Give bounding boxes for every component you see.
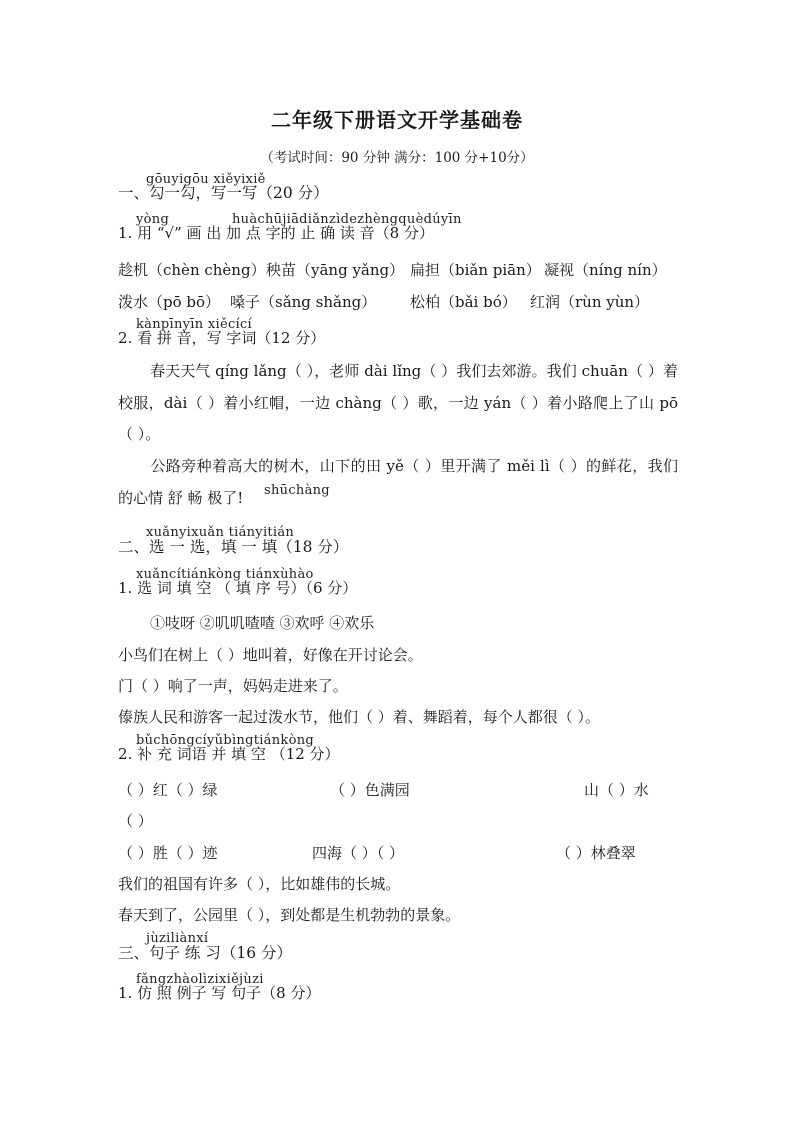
passage-pinyin: shūchàng xyxy=(264,483,330,498)
section2-pinyin: xuǎnyixuǎn tiányitián xyxy=(146,525,295,540)
idiom-blank: 四海（ ）（ ） xyxy=(312,844,405,862)
question-2-2: 2. 补 充 词语 并 填 空 （12 分） xyxy=(118,745,340,763)
reading-choice: 秧苗（yāng yǎng） xyxy=(266,261,405,279)
page-title: 二年级下册语文开学基础卷 xyxy=(271,108,523,132)
section2-heading: 二、选 一 选，填 一 填（18 分） xyxy=(118,538,349,556)
q1-2-pinyin: kànpīnyīn xiěcící xyxy=(136,317,253,332)
question-1-2: 2. 看 拼 音，写 字词（12 分） xyxy=(118,329,326,347)
idiom-blank: （ ） xyxy=(118,812,153,830)
q1-1-pinyin-a: yòng xyxy=(136,212,170,227)
idiom-blank: （ ）胜（ ）迹 xyxy=(118,844,218,862)
reading-choice: 泼水（pō bō） xyxy=(118,293,221,311)
question-3-1: 1. 仿 照 例子 写 句子（8 分） xyxy=(118,984,321,1002)
fill-sentence: 春天到了，公园里（ ），到处都是生机勃勃的景象。 xyxy=(118,906,461,924)
fill-sentence: 门（ ）响了一声，妈妈走进来了。 xyxy=(118,677,348,695)
idiom-blank: 山（ ）水 xyxy=(584,781,649,799)
question-2-1: 1. 选 词 填 空 （ 填 序 号）（6 分） xyxy=(118,579,358,597)
fill-sentence: 傣族人民和游客一起过泼水节，他们（ ）着、舞蹈着，每个人都很（ ）。 xyxy=(118,708,601,726)
reading-choice: 凝视（níng nín） xyxy=(544,261,667,279)
fill-sentence: 我们的祖国有许多（ ），比如雄伟的长城。 xyxy=(118,875,401,893)
q1-1-pinyin-b: huàchūjiādiǎnzìdezhèngquèdúyīn xyxy=(232,212,462,227)
idiom-blank: （ ）林叠翠 xyxy=(556,844,636,862)
reading-choice: 松柏（bǎi bó） xyxy=(410,293,517,311)
section1-pinyin: gōuyigōu xiěyixiě xyxy=(146,172,266,187)
pinyin-passage-2: 公路旁种着高大的树木，山下的田 yě（ ）里开满了 měi lì（ ）的鲜花，我们的心情 舒 畅 极了! xyxy=(118,457,678,507)
word-options: ①吱呀 ②叽叽喳喳 ③欢呼 ④欢乐 xyxy=(150,614,375,632)
section3-pinyin: jùziliànxí xyxy=(146,931,209,946)
pinyin-passage: 春天天气 qíng lǎng（ ），老师 dài lǐng（ ）我们去郊游。我们 chuān（ ）着校服，dài（ ）着小红帽，一边 chàng（ ）歌，一边 yán（ ）着小路爬上了山 pō（ ）。 xyxy=(118,362,678,443)
section1-heading: 一、勾一勾，写一写（20 分） xyxy=(118,184,329,202)
idiom-blank: （ ）色满园 xyxy=(330,781,410,799)
question-1-1: 1. 用 “√” 画 出 加 点 字的 止 确 读 音（8 分） xyxy=(118,224,434,242)
q2-2-pinyin: bǔchōngcíyǔbìngtiánkòng xyxy=(136,733,315,748)
exam-info: （考试时间：90 分钟 满分：100 分+10分） xyxy=(260,150,534,166)
reading-choice: 嗓子（sǎng shǎng） xyxy=(230,293,377,311)
idiom-blank: （ ）红（ ）绿 xyxy=(118,781,218,799)
reading-choice: 红润（rùn yùn） xyxy=(530,293,650,311)
q3-1-pinyin: fǎngzhàolìzixiějùzi xyxy=(136,972,264,987)
q2-1-pinyin: xuǎncítiánkòng tiánxùhào xyxy=(136,567,314,582)
reading-choice: 扁担（biǎn piān） xyxy=(410,261,541,279)
section3-heading: 三、句子 练 习（16 分） xyxy=(118,944,293,962)
reading-choice: 趁机（chèn chèng） xyxy=(118,261,266,279)
fill-sentence: 小鸟们在树上（ ）地叫着，好像在开讨论会。 xyxy=(118,646,423,664)
